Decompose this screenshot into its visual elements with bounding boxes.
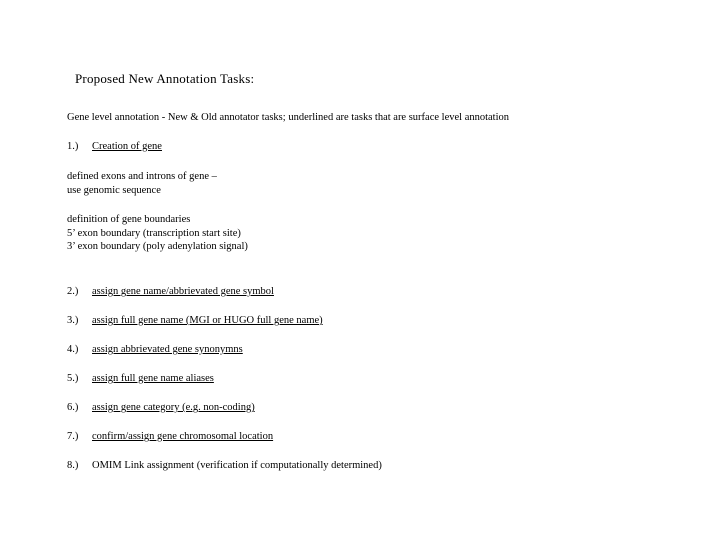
task-label: confirm/assign gene chromosomal location (92, 431, 274, 442)
task-number: 3.) (67, 315, 79, 326)
task-number: 8.) (67, 460, 79, 471)
task-number: 6.) (67, 402, 79, 413)
task-number: 2.) (67, 286, 79, 297)
task-number: 1.) (67, 141, 79, 152)
task-1 (67, 141, 162, 152)
exons-block (67, 170, 217, 197)
task-number: 4.) (67, 344, 79, 355)
task-label: assign full gene name (MGI or HUGO full gene name) (92, 315, 323, 326)
task-number: 5.) (67, 373, 79, 384)
task-label: assign gene category (e.g. non-coding) (92, 402, 255, 413)
boundary-line: 3’ exon boundary (poly adenylation signal) (67, 241, 248, 252)
exons-line: defined exons and introns of gene – (67, 171, 217, 182)
task-number: 7.) (67, 431, 79, 442)
task-7 (67, 431, 273, 442)
task-8 (67, 460, 382, 471)
task-5 (67, 373, 214, 384)
task-3 (67, 315, 323, 326)
boundaries-block (67, 213, 248, 254)
task-4 (67, 344, 243, 355)
boundary-line: definition of gene boundaries (67, 214, 191, 225)
exons-line: use genomic sequence (67, 184, 161, 196)
intro-text: Gene level annotation - New & Old annotator tasks; underlined are tasks that are surface level annotation (67, 112, 510, 123)
task-label: assign gene name/abbrievated gene symbol (92, 286, 274, 297)
task-label: assign full gene name aliases (92, 373, 214, 384)
task-6 (67, 402, 255, 413)
task-label: OMIM Link assignment (verification if computationally determined) (92, 460, 382, 471)
task-2 (67, 286, 274, 297)
page-title: Proposed New Annotation Tasks: (75, 71, 255, 86)
boundary-line: 5’ exon boundary (transcription start site) (67, 227, 241, 239)
task-label: assign abbrievated gene synonymns (92, 344, 243, 355)
task-label: Creation of gene (92, 141, 162, 152)
